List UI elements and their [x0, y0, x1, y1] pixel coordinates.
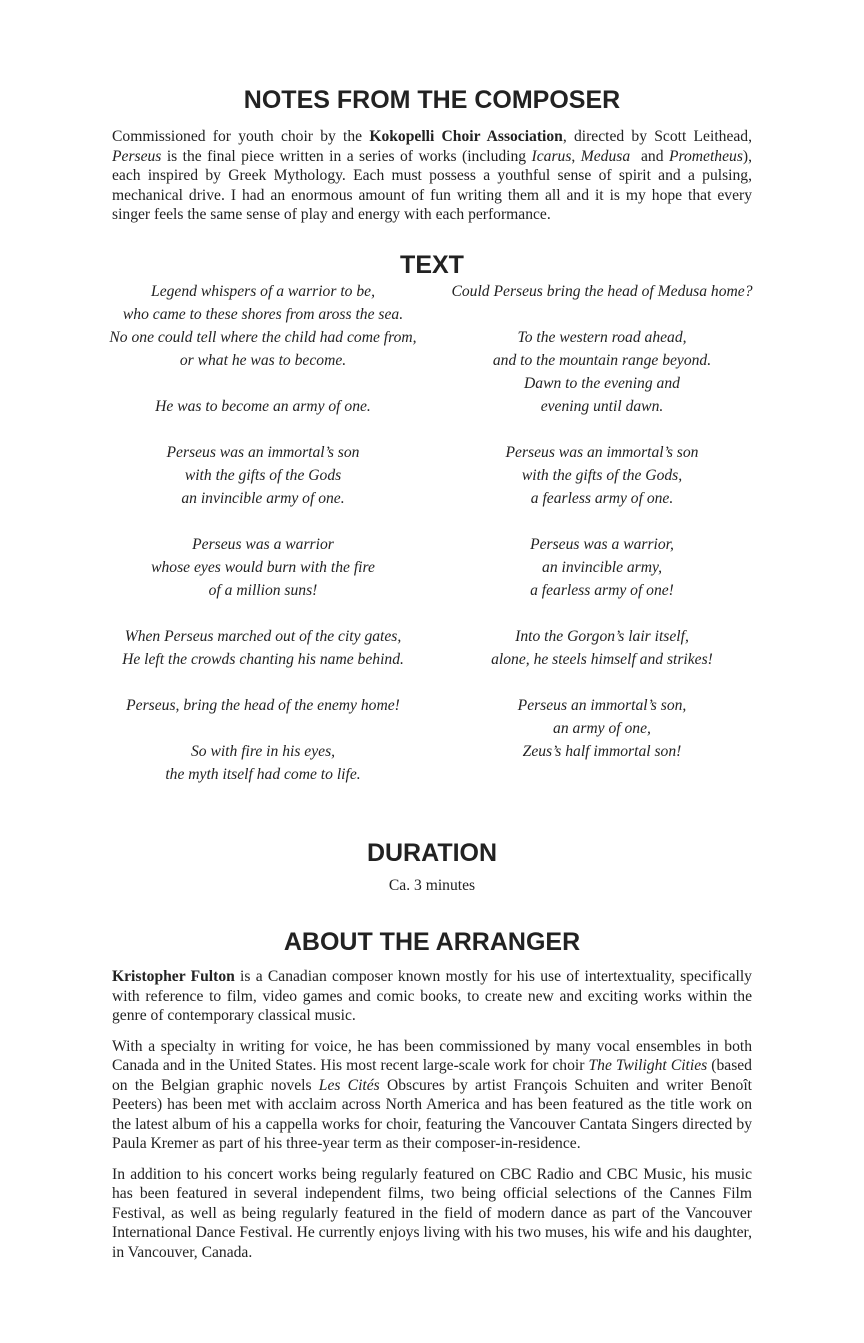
lyric-line: or what he was to become. [179, 351, 347, 369]
work-title-perseus: Perseus [112, 147, 162, 165]
lyric-line: an army of one, [553, 719, 651, 737]
lyrics-stanza [108, 740, 418, 786]
text-heading: TEXT [400, 250, 464, 279]
notes-paragraph: Commissioned for youth choir by the Kokopelli Choir Association, directed by Scott Leithead, Perseus is the final piece written in a series of works (including Icarus, Medusa and Prometheus), each inspired by Greek Mythology. Each must possess a youthful sense of spirit and a pulsing, mechanical drive. I had an enormous amount of fun writing them all and it is my hope that every singer feels the same sense of play and energy with each performance. [112, 128, 752, 223]
lyric-line: No one could tell where the child had come from, [109, 328, 417, 346]
work-title-medusa: Medusa [580, 147, 631, 165]
lyric-line: whose eyes would burn with the fire [151, 558, 375, 576]
arranger-heading: ABOUT THE ARRANGER [283, 928, 581, 956]
lyric-line: So with fire in his eyes, [190, 742, 336, 760]
lyrics-stanza [108, 441, 418, 510]
org-name: Kokopelli Choir Association [369, 128, 563, 145]
lyric-line: of a million suns! [208, 581, 318, 599]
lyric-line: a fearless army of one. [530, 489, 674, 507]
arranger-name: Kristopher Fulton [112, 968, 235, 985]
lyrics-right-column [446, 280, 758, 809]
lyrics-stanza [446, 625, 758, 671]
lyric-line: Perseus an immortal’s son, [517, 696, 687, 714]
lyric-line: Perseus was an immortal’s son [166, 443, 360, 461]
novel-title: Les Cités [318, 1076, 380, 1094]
lyric-line: the myth itself had come to life. [165, 765, 361, 783]
lyrics-left-column [108, 280, 418, 809]
lyric-line: Dawn to the evening and [524, 374, 680, 392]
lyric-line: Perseus was a warrior, [530, 535, 674, 553]
lyric-line: Legend whispers of a warrior to be, [151, 282, 375, 300]
lyrics-stanza [446, 694, 758, 763]
lyric-line: Could Perseus bring the head of Medusa home? [451, 282, 753, 300]
arranger-paragraph-2: With a specialty in writing for voice, he has been commissioned by many vocal ensembles in both Canada and in the United States. His most recent large-scale work for choir The Twilight Cities (based on the Belgian graphic novels Les Cités Obscures by artist François Schuiten and writer Benoît Peeters) has been met with acclaim across North America and has been featured as the title work on the latest album of his a cappella works for choir, featuring the Vancouver Cantata Singers directed by Paula Kremer as part of his three-year term as their composer-in-residence. [112, 1037, 752, 1152]
lyric-line: and to the mountain range beyond. [492, 351, 712, 369]
lyric-line: with the gifts of the Gods, [521, 466, 683, 484]
lyrics-stanza [108, 395, 418, 418]
lyrics-stanza [108, 694, 418, 717]
lyric-line: Zeus’s half immortal son! [522, 742, 682, 760]
lyric-line: He was to become an army of one. [155, 397, 371, 415]
duration-heading: DURATION [366, 838, 498, 867]
lyric-line: Perseus was a warrior [192, 535, 334, 553]
lyrics-stanza [446, 280, 758, 303]
lyrics-stanza [446, 441, 758, 510]
work-title-twilight-cities: The Twilight Cities [588, 1057, 708, 1074]
lyrics-stanza [108, 280, 418, 372]
lyric-line: alone, he steels himself and strikes! [491, 650, 713, 668]
lyric-line: an invincible army, [542, 558, 662, 576]
lyrics-stanza [108, 533, 418, 602]
lyric-line: He left the crowds chanting his name behind. [122, 650, 404, 668]
lyric-line: To the western road ahead, [517, 328, 687, 346]
lyric-line: Perseus, bring the head of the enemy home! [126, 696, 400, 714]
lyrics-stanza [446, 533, 758, 602]
notes-heading: NOTES FROM THE COMPOSER [243, 86, 621, 114]
duration-value: Ca. 3 minutes [388, 876, 476, 894]
lyric-line: Into the Gorgon’s lair itself, [515, 627, 689, 645]
lyrics-stanza [108, 625, 418, 671]
lyric-line: an invincible army of one. [181, 489, 345, 507]
lyric-line: When Perseus marched out of the city gates, [124, 627, 402, 645]
lyric-line: with the gifts of the Gods [184, 466, 342, 484]
lyric-line: evening until dawn. [540, 397, 664, 415]
lyrics-columns [109, 280, 753, 809]
lyric-line: a fearless army of one! [530, 581, 674, 599]
work-title-prometheus: Prometheus [668, 147, 743, 165]
work-title-icarus: Icarus [531, 147, 572, 165]
arranger-paragraph-3: In addition to his concert works being regularly featured on CBC Radio and CBC Music, his music has been featured in several independent films, two being official selections of the Cannes Film Festival, as well as being regularly featured in the field of modern dance as part of the Vancouver International Dance Festival. He currently enjoys living with his two muses, his wife and his daughter, in Vancouver, Canada. [112, 1165, 752, 1261]
lyric-line: who came to these shores from aross the sea. [122, 305, 404, 323]
lyrics-stanza [446, 326, 758, 418]
lyric-line: Perseus was an immortal’s son [505, 443, 699, 461]
document-page [109, 86, 753, 1273]
arranger-paragraph-1: Kristopher Fulton is a Canadian composer known mostly for his use of intertextuality, specifically with reference to film, video games and comic books, to create new and exciting works within the genre of contemporary classical music. [112, 968, 752, 1024]
